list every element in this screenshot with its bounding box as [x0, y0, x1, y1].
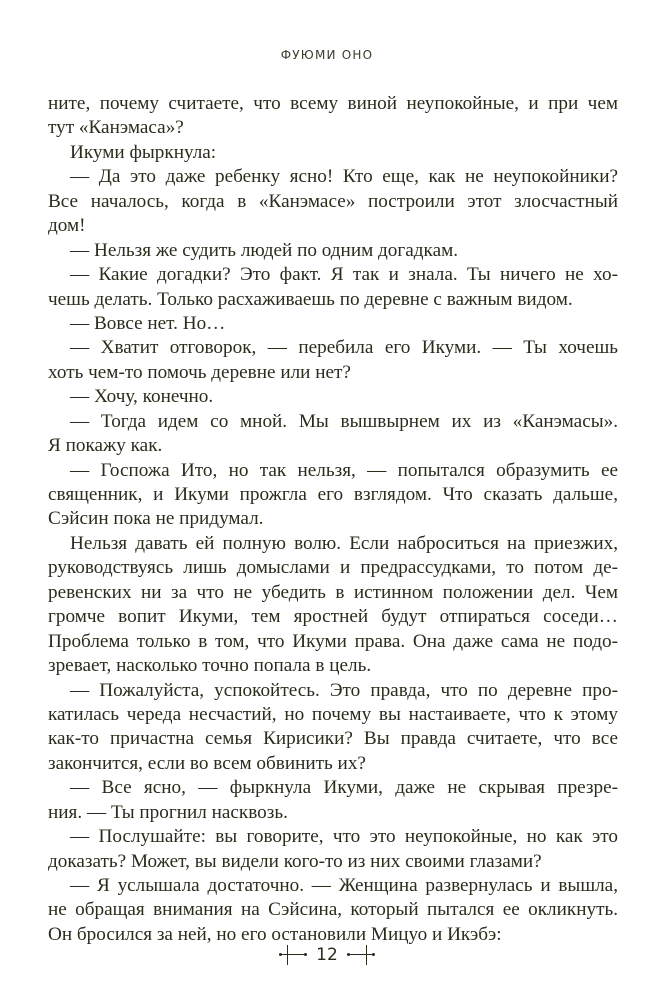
text-line: руководствуясь лишь домыслами и предрассудками, то потом де-	[48, 557, 618, 579]
text-line: катилась череда несчастий, но почему вы настаиваете, что к этому	[48, 703, 618, 725]
text-line: — Вовсе нет. Но…	[70, 312, 226, 334]
text-line: тут «Канэмаса»?	[48, 117, 184, 139]
body-text	[48, 92, 618, 947]
cross-ornament-right-icon	[346, 944, 376, 966]
text-line: как-то причастна семья Кирисики? Вы правда считаете, что все	[48, 728, 618, 750]
text-line: ния. — Ты прогнил насквозь.	[48, 801, 288, 823]
text-line: — Хочу, конечно.	[70, 386, 214, 408]
text-line: — Госпожа Ито, но так нельзя, — попытался образумить ее	[70, 459, 618, 481]
cross-ornament-left-icon	[278, 944, 308, 966]
text-line: хоть чем-то помочь деревне или нет?	[48, 361, 351, 383]
text-line: чешь делать. Только расхаживаешь по деревне с важным видом.	[48, 288, 573, 310]
text-line: — Все ясно, — фыркнула Икуми, даже не скрывая презре-	[70, 777, 618, 799]
text-line: — Да это даже ребенку ясно! Кто еще, как не неупокойники?	[70, 166, 618, 188]
text-line: — Тогда идем со мной. Мы вышвырнем их из «Канэмасы».	[70, 410, 618, 432]
text-line: не обращая внимания на Сэйсина, который пытался ее окликнуть.	[48, 899, 618, 921]
text-line: Икуми фыркнула:	[70, 141, 217, 163]
text-line: — Я услышала достаточно. — Женщина развернулась и вышла,	[70, 875, 618, 896]
text-line: — Хватит отговорок, — перебила его Икуми. — Ты хочешь	[70, 337, 618, 359]
text-line: Проблема только в том, что Икуми права. Она даже сама не подо-	[48, 630, 618, 652]
text-line: ните, почему считаете, что всему виной неупокойные, и при чем	[48, 93, 618, 114]
text-line: зревает, насколько точно попала в цель.	[48, 655, 372, 677]
text-line: Я покажу как.	[48, 435, 163, 457]
text-line: доказать? Может, вы видели кого-то из них своими глазами?	[48, 850, 542, 872]
text-line: дом!	[48, 215, 86, 237]
text-line: — Пожалуйста, успокойтесь. Это правда, что по деревне про-	[70, 679, 618, 701]
text-line: Он бросился за ней, но его остановили Мицуо и Икэбэ:	[48, 923, 502, 945]
running-head: ФУЮМИ ОНО	[280, 48, 374, 62]
text-line: — Послушайте: вы говорите, что это неупокойные, но как это	[70, 826, 618, 848]
page-folio	[0, 944, 654, 966]
text-line: — Какие догадки? Это факт. Я так и знала. Ты ничего не хо-	[70, 264, 618, 286]
text-line: закончится, если во всем обвинить их?	[48, 752, 366, 774]
text-line: Нельзя давать ей полную волю. Если наброситься на приезжих,	[70, 532, 618, 554]
page-number: 12	[316, 945, 338, 965]
text-line: громче вопит Икуми, тем яростней будут отпираться соседи…	[48, 606, 618, 628]
text-line: Сэйсин пока не придумал.	[48, 508, 264, 530]
text-line: ревенских ни за что не убедить в истинном положении дел. Чем	[48, 581, 618, 603]
text-line: священник, и Икуми прожгла его взглядом. Что сказать дальше,	[48, 484, 618, 505]
text-line: — Нельзя же судить людей по одним догадкам.	[70, 239, 459, 261]
text-line: Все началось, когда в «Канэмасе» построили этот злосчастный	[48, 190, 618, 212]
